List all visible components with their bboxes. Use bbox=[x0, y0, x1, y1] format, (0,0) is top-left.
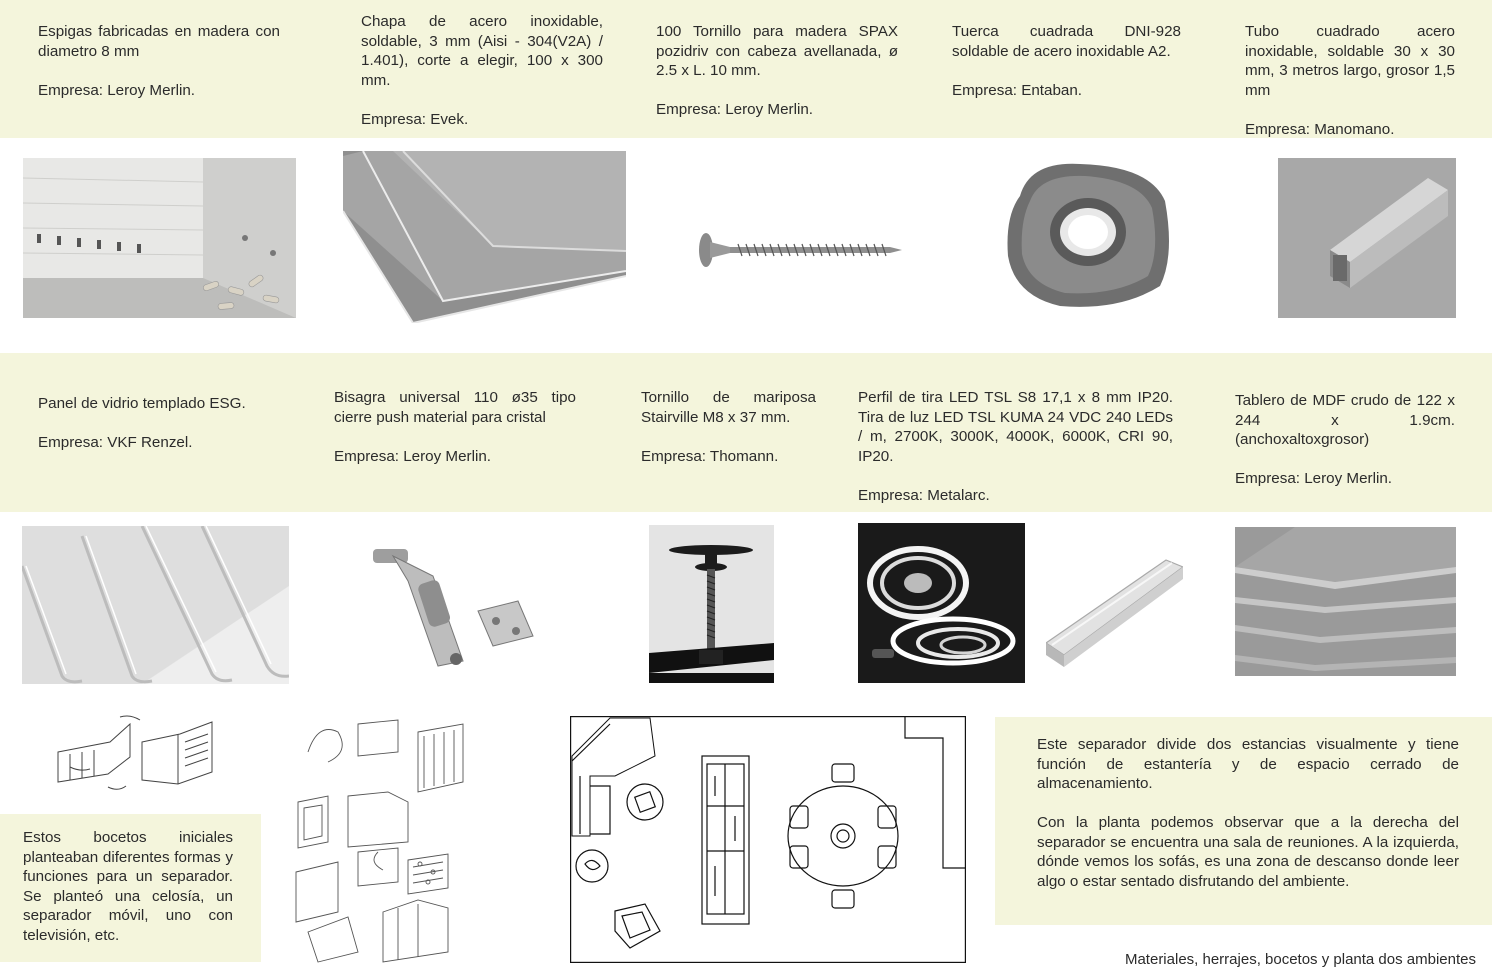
material-wood-screw: 100 Tornillo para madera SPAX pozidriv con cabeza avellanada, ø 2.5 x L. 10 mm. Empresa: Leroy Merlin. bbox=[656, 23, 898, 118]
led-profile-photo bbox=[1046, 555, 1183, 673]
wing-screw-photo bbox=[649, 525, 774, 683]
sketches-note: Estos bocetos iniciales planteaban diferentes formas y funciones para un separador. Se planteó una celosía, un separador móvil, uno con televisión, etc. bbox=[0, 814, 261, 962]
floor-plan bbox=[570, 716, 966, 963]
square-tube-photo bbox=[1278, 158, 1456, 318]
square-nut-photo bbox=[1000, 156, 1174, 314]
material-square-nut: Tuerca cuadrada DNI-928 soldable de acero inoxidable A2. Empresa: Entaban. bbox=[952, 23, 1181, 99]
glass-panel-photo bbox=[22, 526, 289, 684]
sketch-separators-large bbox=[288, 712, 476, 964]
material-square-tube: Tubo cuadrado acero inoxidable, soldable 30 x 30 mm, 3 metros largo, grosor 1,5 mm Empresa: Manomano. bbox=[1245, 23, 1455, 138]
material-led-strip: Perfil de tira LED TSL S8 17,1 x 8 mm IP20. Tira de luz LED TSL KUMA 24 VDC 240 LEDs / m, 2700K, 3000K, 4000K, 6000K, CRI 90, IP20. Empresa: Metalarc. bbox=[858, 389, 1173, 504]
material-glass-panel: Panel de vidrio templado ESG. Empresa: VKF Renzel. bbox=[38, 395, 246, 451]
steel-sheet-photo bbox=[343, 151, 626, 323]
material-hinge: Bisagra universal 110 ø35 tipo cierre push material para cristal Empresa: Leroy Merlin. bbox=[334, 389, 576, 465]
material-dowels: Espigas fabricadas en madera con diametro 8 mm Empresa: Leroy Merlin. bbox=[38, 23, 280, 99]
page-caption: Materiales, herrajes, bocetos y planta dos ambientes bbox=[1124, 951, 1476, 968]
mdf-board-photo bbox=[1235, 527, 1456, 676]
hinge-photo bbox=[368, 541, 538, 671]
wood-screw-photo bbox=[690, 225, 902, 275]
material-mdf-board: Tablero de MDF crudo de 122 x 244 x 1.9cm. (anchoxaltoxgrosor) Empresa: Leroy Merlin. bbox=[1235, 392, 1455, 487]
led-strip-photo bbox=[858, 523, 1025, 683]
plan-note: Este separador divide dos estancias visualmente y tiene función de estantería y de espacio cerrado de almacenamiento. Con la planta podemos observar que a la derecha del separador se encuentra una sala de reuniones. A la izquierda, dónde vemos los sofás, es una zona de descanso donde leer algo o estar sentado disfrutando del ambiente. bbox=[995, 717, 1492, 925]
dowels-photo bbox=[23, 158, 296, 318]
material-steel-sheet: Chapa de acero inoxidable, soldable, 3 mm (Aisi - 304(V2A) / 1.401), corte a elegir, 100 x 300 mm. Empresa: Evek. bbox=[361, 13, 603, 128]
material-wing-screw: Tornillo de mariposa Stairville M8 x 37 mm. Empresa: Thomann. bbox=[641, 389, 816, 465]
sketch-separators-small bbox=[50, 712, 218, 800]
